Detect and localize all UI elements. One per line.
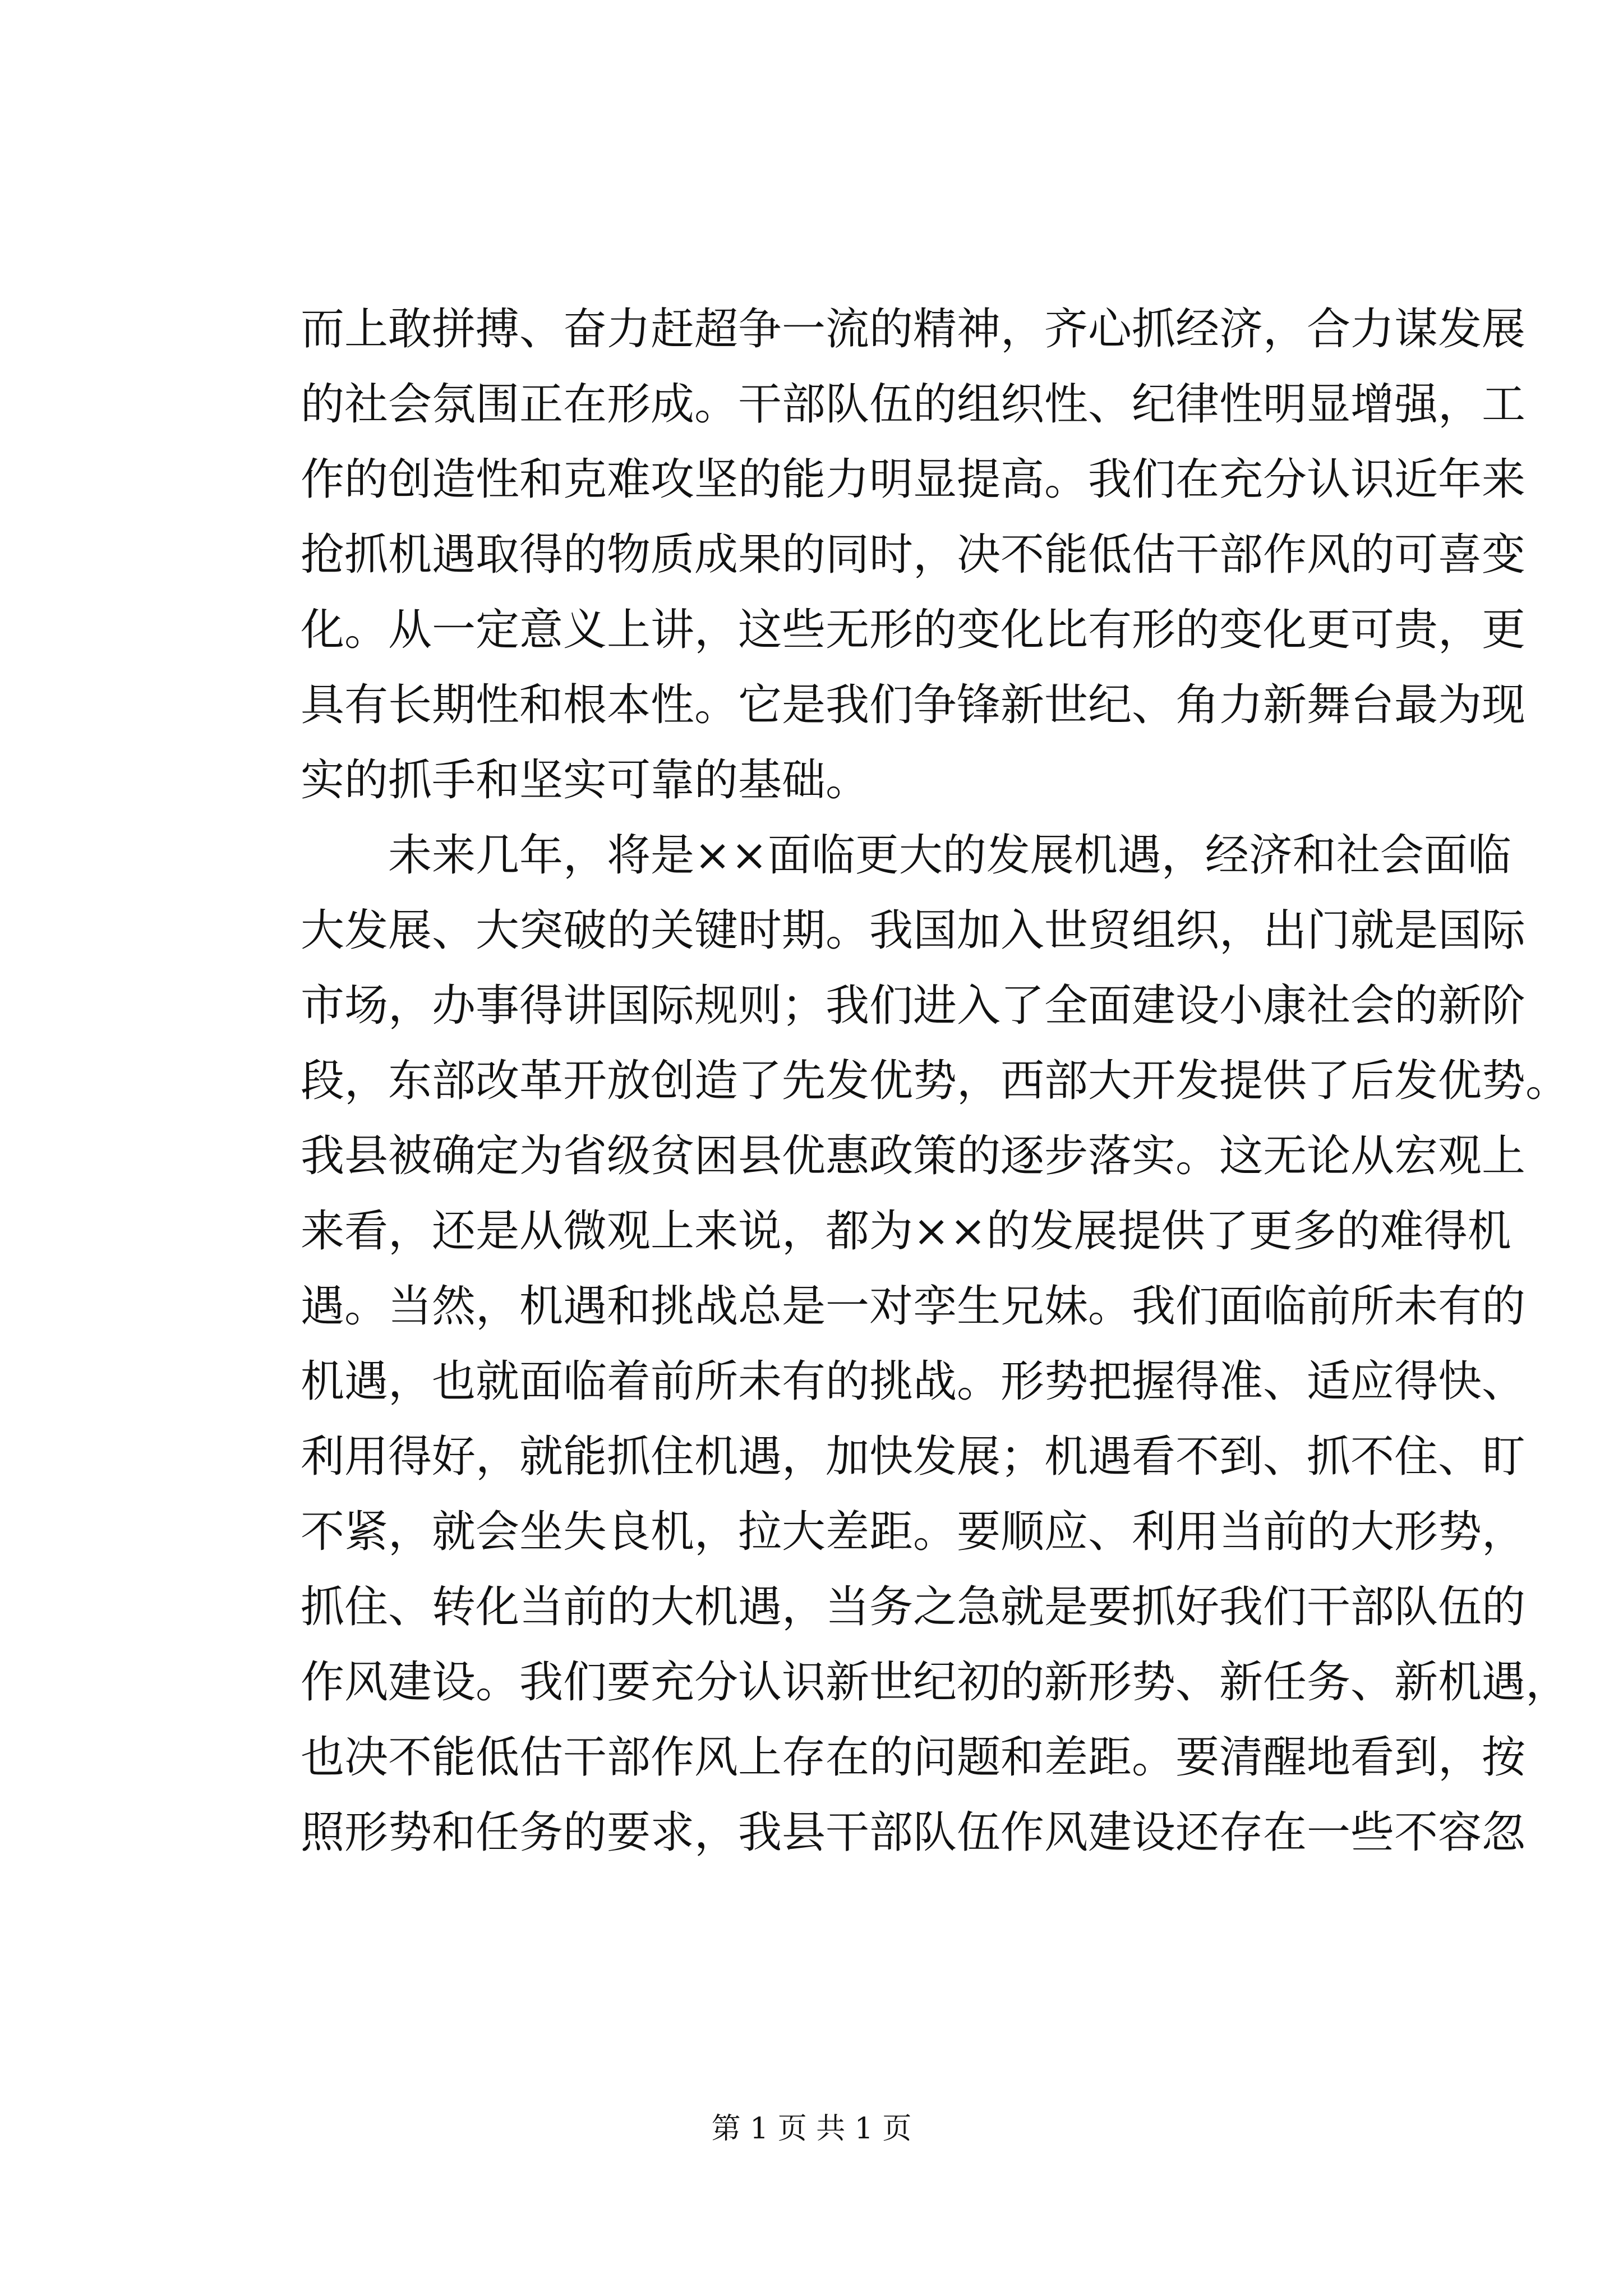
body-text: [301, 292, 1570, 1870]
text-line: 来看，还是从微观上来说，都为××的发展提供了更多的难得机: [301, 1206, 1511, 1257]
text-line: 利用得好，就能抓住机遇，加快发展；机遇看不到、抓不住、盯: [301, 1432, 1526, 1482]
text-line: 而上敢拼搏、奋力赶超争一流的精神，齐心抓经济，合力谋发展: [301, 304, 1526, 355]
text-line: 抢抓机遇取得的物质成果的同时，决不能低估干部作风的可喜变: [301, 530, 1526, 580]
text-line: 实的抓手和坚实可靠的基础。: [301, 755, 870, 806]
text-line: 的社会氛围正在形成。干部队伍的组织性、纪律性明显增强，工: [301, 379, 1526, 430]
text-line: 我县被确定为省级贫困县优惠政策的逐步落实。这无论从宏观上: [301, 1131, 1526, 1181]
text-line: 遇。当然，机遇和挑战总是一对孪生兄妹。我们面临前所未有的: [301, 1281, 1526, 1332]
text-line: 机遇，也就面临着前所未有的挑战。形势把握得准、适应得快、: [301, 1356, 1526, 1407]
text-line: 照形势和任务的要求，我县干部队伍作风建设还存在一些不容忽: [301, 1807, 1526, 1858]
text-line: 抓住、转化当前的大机遇，当务之急就是要抓好我们干部队伍的: [301, 1582, 1526, 1632]
page-number: 第 1 页 共 1 页: [711, 2112, 912, 2146]
text-line: 作的创造性和克难攻坚的能力明显提高。我们在充分认识近年来: [301, 454, 1526, 505]
text-line: 化。从一定意义上讲，这些无形的变化比有形的变化更可贵，更: [301, 605, 1526, 655]
page-footer: [0, 2109, 1623, 2148]
text-line: 不紧，就会坐失良机，拉大差距。要顺应、利用当前的大形势，: [301, 1507, 1526, 1557]
text-line: 市场，办事得讲国际规则；我们进入了全面建设小康社会的新阶: [301, 981, 1526, 1031]
text-line: 段，东部改革开放创造了先发优势，西部大开发提供了后发优势。: [301, 1056, 1570, 1106]
text-line: 也决不能低估干部作风上存在的问题和差距。要清醒地看到，按: [301, 1732, 1526, 1783]
text-line: 具有长期性和根本性。它是我们争锋新世纪、角力新舞台最为现: [301, 680, 1526, 730]
text-line: 大发展、大突破的关键时期。我国加入世贸组织，出门就是国际: [301, 905, 1526, 956]
text-line: 作风建设。我们要充分认识新世纪初的新形势、新任务、新机遇，: [301, 1657, 1570, 1708]
text-line: 未来几年，将是××面临更大的发展机遇，经济和社会面临: [301, 830, 1511, 881]
